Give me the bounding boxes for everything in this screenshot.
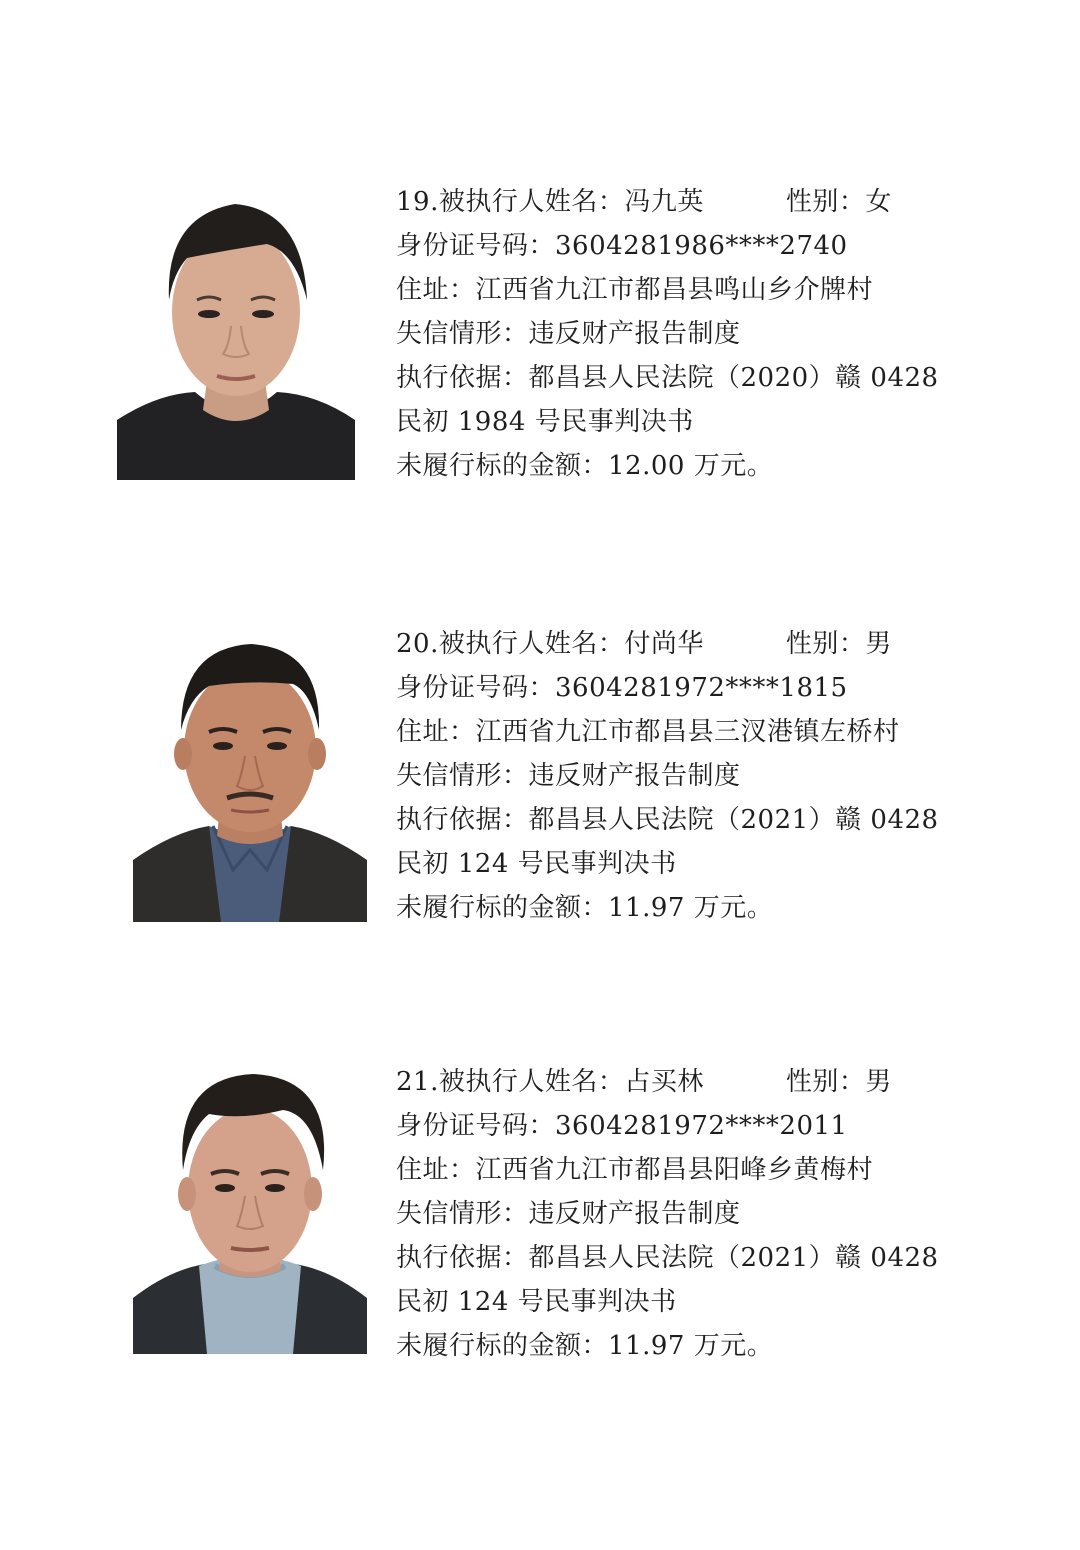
person-photo	[117, 196, 355, 480]
name-line-row	[396, 180, 892, 224]
person-photo	[133, 638, 367, 922]
unfulfilled-amount: 未履行标的金额：11.97 万元。	[396, 893, 774, 923]
id-number: 身份证号码：3604281986****2740	[396, 231, 848, 261]
gender: 性别：女	[785, 187, 892, 217]
dishonesty-situation: 失信情形：违反财产报告制度	[396, 1199, 741, 1229]
unfulfilled-amount: 未履行标的金额：11.97 万元。	[396, 1331, 774, 1361]
address: 住址：江西省九江市都昌县阳峰乡黄梅村	[396, 1155, 874, 1185]
name-line-row	[396, 1060, 892, 1104]
name-line: 19.被执行人姓名：冯九英	[396, 187, 704, 217]
execution-basis-line1: 执行依据：都昌县人民法院（2021）赣 0428	[396, 1243, 939, 1273]
name-line: 21.被执行人姓名：占买林	[396, 1067, 704, 1097]
unfulfilled-amount: 未履行标的金额：12.00 万元。	[396, 451, 774, 481]
dishonesty-situation: 失信情形：违反财产报告制度	[396, 761, 741, 791]
address: 住址：江西省九江市都昌县三汊港镇左桥村	[396, 717, 900, 747]
execution-basis-line1: 执行依据：都昌县人民法院（2020）赣 0428	[396, 363, 939, 393]
execution-basis-line2: 民初 124 号民事判决书	[396, 1287, 677, 1317]
execution-basis-line2: 民初 124 号民事判决书	[396, 849, 677, 879]
person-photo	[133, 1070, 367, 1354]
gender: 性别：男	[785, 629, 892, 659]
id-number: 身份证号码：3604281972****1815	[396, 673, 848, 703]
name-line: 20.被执行人姓名：付尚华	[396, 629, 704, 659]
name-line-row	[396, 622, 892, 666]
gender: 性别：男	[785, 1067, 892, 1097]
execution-basis-line1: 执行依据：都昌县人民法院（2021）赣 0428	[396, 805, 939, 835]
execution-basis-line2: 民初 1984 号民事判决书	[396, 407, 694, 437]
address: 住址：江西省九江市都昌县鸣山乡介牌村	[396, 275, 874, 305]
id-number: 身份证号码：3604281972****2011	[396, 1111, 848, 1141]
dishonesty-situation: 失信情形：违反财产报告制度	[396, 319, 741, 349]
